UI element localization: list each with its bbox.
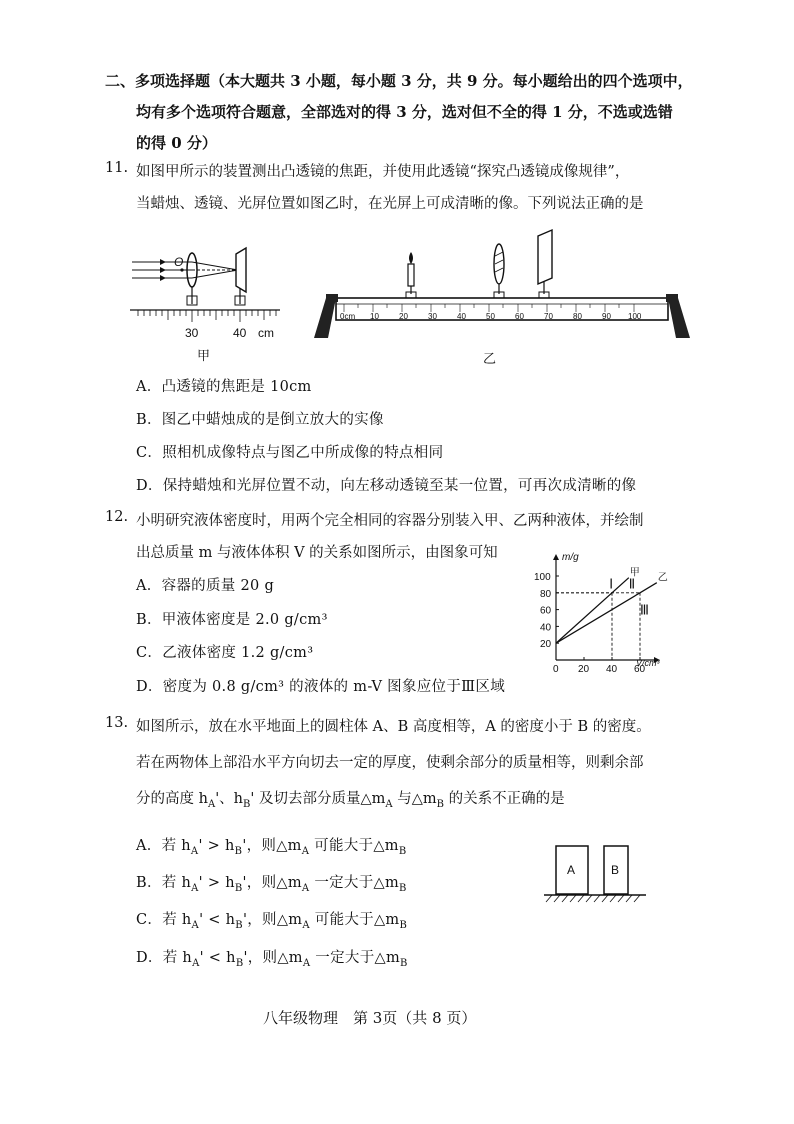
x-tick-label-40: 40	[606, 664, 618, 675]
q11-option-d: D．保持蜡烛和光屏位置不动，向左移动透镜至某一位置，可再次成清晰的像	[136, 478, 637, 494]
q13-option-d: D．若 $h_A' < h_B'$，则$\triangle m_A$ 一定大于$\triangle m_B$	[136, 950, 408, 969]
q11-point-o-label: O	[174, 255, 184, 269]
q11-figure-yi	[312, 228, 692, 346]
bench-label-30: 30	[428, 312, 437, 321]
ground-hatching	[546, 895, 640, 902]
q11-number: 11.	[105, 160, 129, 176]
y-tick-label-80: 80	[540, 588, 552, 600]
candle-flame	[409, 252, 413, 264]
q13-stem-line1: 如图所示，放在水平地面上的圆柱体 A、B 高度相等，A 的密度小于 B 的密度。	[136, 719, 651, 735]
candle	[408, 264, 414, 286]
q13-stem-line2: 若在两物体上部沿水平方向切去一定的厚度，使剩余部分的质量相等，则剩余部	[136, 755, 644, 771]
q12-option-d: D．密度为 0.8 g/cm³ 的液体的 m-V 图象应位于Ⅲ区域	[136, 679, 506, 695]
bench-label-0: 0cm	[340, 312, 356, 321]
q11-jia-tick-40: 40	[233, 326, 247, 340]
series-label-0: 甲	[629, 567, 640, 579]
region-label-0: Ⅰ	[609, 576, 614, 592]
region-label-1: Ⅱ	[628, 576, 636, 592]
q13-option-a: A．若 $h_A' > h_B'$，则$\triangle m_A$ 可能大于$\triangle m_B$	[136, 838, 407, 857]
bench-label-60: 60	[515, 312, 524, 321]
section-heading-line3: 的得 0 分）	[136, 134, 217, 152]
y-tick-label-40: 40	[540, 622, 552, 634]
series-line-0	[556, 578, 629, 644]
bench-label-50: 50	[486, 312, 495, 321]
q11-option-c: C．照相机成像特点与图乙中所成像的特点相同	[136, 445, 444, 461]
q13-cylinders-figure	[540, 840, 650, 910]
series-label-1: 乙	[657, 572, 668, 584]
q12-option-c: C．乙液体密度 1.2 g/cm³	[136, 645, 314, 661]
q11-jia-ruler-ticks	[138, 310, 276, 322]
bench-label-80: 80	[573, 312, 582, 321]
y-axis-arrow	[553, 554, 559, 560]
y-axis-label: m/g	[562, 552, 579, 563]
q12-mv-chart	[530, 548, 668, 678]
bench-label-90: 90	[602, 312, 611, 321]
q12-option-b: B．甲液体密度是 2.0 g/cm³	[136, 612, 328, 628]
q13-stem-line3: 分的高度 $h_A'$、$h_B'$ 及切去部分质量$\triangle m_A$ 与$\triangle m_B$ 的关系不正确的是	[136, 791, 565, 810]
y-tick-label-20: 20	[540, 639, 552, 651]
bench-leg-left	[314, 298, 336, 338]
region-label-2: Ⅲ	[640, 602, 649, 618]
x-tick-label-20: 20	[578, 664, 590, 675]
y-tick-label-100: 100	[534, 572, 551, 583]
q11-jia-unit: cm	[258, 326, 274, 340]
bench-label-70: 70	[544, 312, 553, 321]
y-tick-label-60: 60	[540, 605, 552, 617]
light-screen	[538, 230, 552, 284]
q11-stem-line2: 当蜡烛、透镜、光屏位置如图乙时，在光屏上可成清晰的像。下列说法正确的是	[136, 196, 644, 212]
q11-figure-yi-label: 乙	[483, 352, 497, 367]
bench-label-10: 10	[370, 312, 379, 321]
q12-number: 12.	[105, 509, 129, 525]
q11-option-b: B．图乙中蜡烛成的是倒立放大的实像	[136, 412, 384, 428]
page-footer: 八年级物理 第 3页（共 8 页）	[263, 1009, 477, 1027]
q12-stem-line1: 小明研究液体密度时，用两个完全相同的容器分别装入甲、乙两种液体，并绘制	[136, 513, 644, 529]
section-heading-line1: 二、多项选择题（本大题共 3 小题，每小题 3 分，共 9 分。每小题给出的四个选项中，	[105, 72, 693, 90]
cylinder-b-label: B	[611, 863, 620, 877]
q13-option-c: C．若 $h_A' < h_B'$，则$\triangle m_A$ 可能大于$\triangle m_B$	[136, 912, 408, 931]
bench-leg-right	[668, 298, 690, 338]
x-axis-label: V/cm³	[636, 658, 660, 668]
q13-number: 13.	[105, 715, 129, 731]
x-tick-label-0: 0	[553, 664, 559, 675]
optical-bench	[336, 298, 668, 320]
q11-stem-line1: 如图甲所示的装置测出凸透镜的焦距，并使用此透镜“探究凸透镜成像规律”，	[136, 164, 630, 180]
q13-option-b: B．若 $h_A' > h_B'$，则$\triangle m_A$ 一定大于$\triangle m_B$	[136, 875, 407, 894]
bench-label-20: 20	[399, 312, 408, 321]
q12-option-a: A．容器的质量 20 g	[136, 578, 275, 594]
q11-figure-jia-label: 甲	[197, 349, 211, 364]
q12-stem-line2: 出总质量 m 与液体体积 V 的关系如图所示，由图象可知	[136, 545, 498, 561]
q11-option-a: A．凸透镜的焦距是 10cm	[136, 379, 312, 395]
cylinder-a-label: A	[567, 863, 576, 877]
bench-label-100: 100	[628, 312, 642, 321]
bench-label-40: 40	[457, 312, 466, 321]
x-tick-label-60: 60	[634, 664, 646, 675]
q11-jia-tick-30: 30	[185, 326, 199, 340]
section-heading-line2: 均有多个选项符合题意，全部选对的得 3 分，选对但不全的得 1 分，不选或选错	[136, 103, 673, 121]
